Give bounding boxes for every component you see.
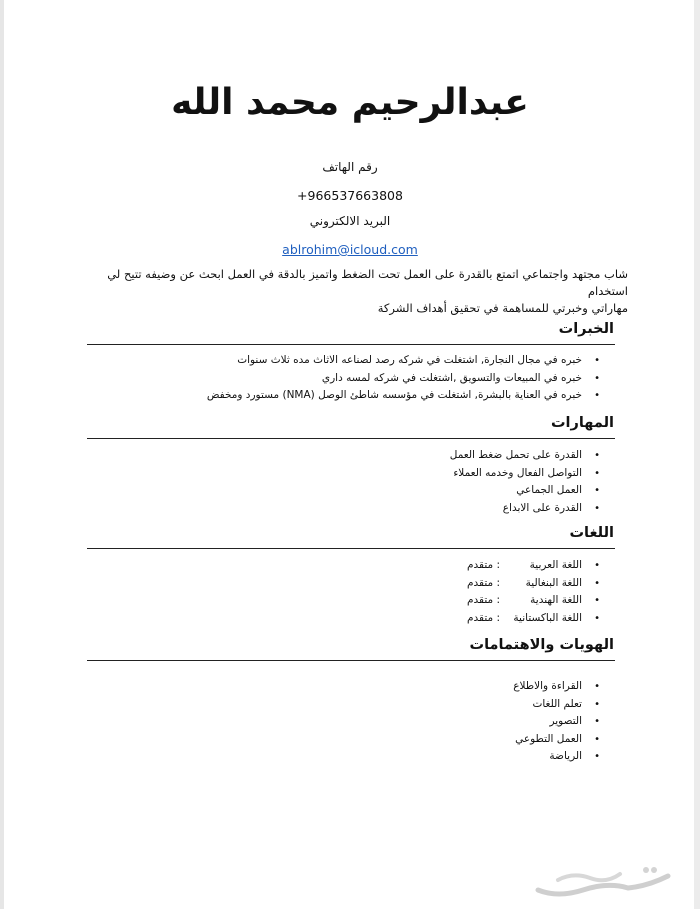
- list-item: • خبره في المبيعات والتسويق ,اشتغلت في شركه لمسه داري: [207, 370, 600, 388]
- bullet-icon: •: [594, 560, 600, 571]
- language-level: : متقدم: [467, 559, 500, 571]
- bullet-icon: •: [594, 467, 600, 479]
- list-item: [467, 592, 600, 610]
- skills-heading: المهارات: [550, 415, 614, 431]
- list-item: • خبره في مجال النجارة, اشتغلت في شركه رصد لصناعه الاثاث مده ثلاث سنوات: [207, 352, 600, 370]
- summary-line-1: شاب مجتهد واجتماعي اتمتع بالقدرة على العمل تحت الضغط واتميز بالدقة في العمل ابحث عن وضيفه تتيح لي استخدام: [107, 267, 628, 298]
- language-name: اللغة الباكستانية: [513, 611, 582, 624]
- list-item: • القراءة والاطلاع: [513, 678, 600, 696]
- hobbies-heading: الهويات والاهتمامات: [469, 637, 614, 653]
- watermark-logo: [528, 862, 678, 902]
- skills-divider: [87, 438, 615, 439]
- experience-divider: [87, 344, 615, 345]
- email-label: البريد الالكتروني: [309, 214, 391, 228]
- bullet-icon: •: [594, 698, 600, 710]
- language-level: : متقدم: [467, 611, 500, 624]
- experience-list: [207, 352, 600, 405]
- list-item: • العمل التطوعي: [513, 731, 600, 749]
- bullet-icon: •: [594, 577, 600, 589]
- bullet-icon: •: [594, 390, 600, 401]
- list-item: • القدرة على تحمل ضغط العمل: [450, 447, 600, 465]
- list-item: • تعلم اللغات: [513, 696, 600, 714]
- language-name: اللغة العربية: [529, 559, 582, 571]
- languages-list: [467, 557, 600, 627]
- bullet-icon: •: [594, 502, 600, 514]
- language-level: : متقدم: [467, 576, 500, 589]
- phone-label: رقم الهاتف: [322, 160, 378, 174]
- email-link[interactable]: ablrohim@icloud.com: [282, 242, 418, 257]
- language-name: اللغة البنغالية: [525, 576, 582, 589]
- list-item: • خبره في العناية بالبشرة, اشتغلت في مؤسسه شاطئ الوصل (NMA) مستورد ومخفض: [207, 387, 600, 405]
- list-item: [467, 610, 600, 628]
- list-item: [467, 575, 600, 593]
- hobbies-divider: [87, 660, 615, 661]
- skills-list: [450, 447, 600, 517]
- bullet-icon: •: [594, 595, 600, 606]
- language-level: : متقدم: [467, 594, 500, 606]
- bullet-icon: •: [594, 485, 600, 496]
- candidate-name: عبدالرحيم محمد الله: [171, 82, 529, 123]
- list-item: • القدرة على الابداع: [450, 500, 600, 518]
- hobbies-list: [513, 678, 600, 766]
- bullet-icon: •: [594, 612, 600, 624]
- summary-paragraph: [80, 266, 628, 317]
- list-item: • العمل الجماعي: [450, 482, 600, 500]
- language-name: اللغة الهندية: [530, 594, 582, 606]
- bullet-icon: •: [594, 355, 600, 366]
- list-item: • الرياضة: [513, 748, 600, 766]
- bullet-icon: •: [594, 681, 600, 692]
- bullet-icon: •: [594, 733, 600, 745]
- list-item: • التواصل الفعال وخدمه العملاء: [450, 465, 600, 483]
- page-edge-right: [694, 0, 700, 909]
- bullet-icon: •: [594, 450, 600, 461]
- bullet-icon: •: [594, 372, 600, 384]
- list-item: • التصوير: [513, 713, 600, 731]
- bullet-icon: •: [594, 716, 600, 727]
- bullet-icon: •: [594, 751, 600, 762]
- languages-heading: اللغات: [569, 525, 614, 541]
- list-item: [467, 557, 600, 575]
- phone-number: +966537663808: [297, 188, 403, 203]
- summary-line-2: مهاراتي وخبرتي للمساهمة في تحقيق أهداف الشركة: [377, 301, 628, 315]
- languages-divider: [87, 548, 615, 549]
- experience-heading: الخبرات: [558, 321, 614, 337]
- page-edge-left: [0, 0, 4, 909]
